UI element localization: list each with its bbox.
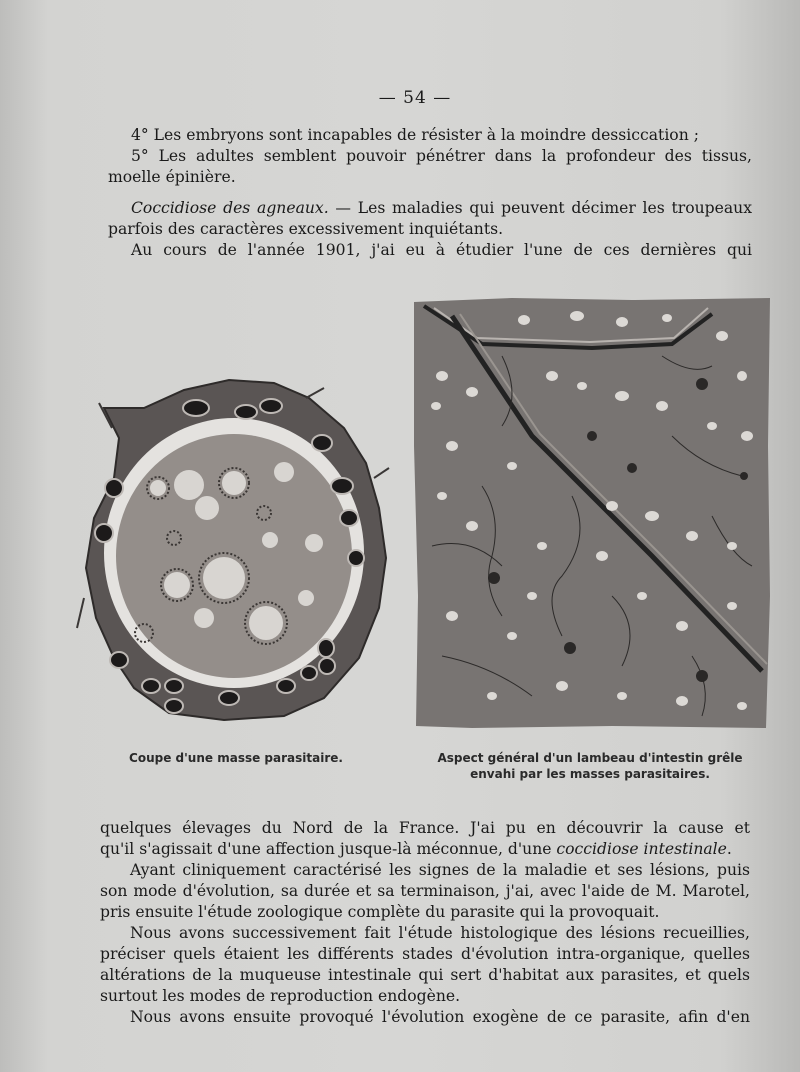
figure-cross-section — [74, 368, 394, 728]
body-line-1: quelques élevages du Nord de la France. J'ai pu en découvrir la cause et — [100, 819, 750, 837]
top-text — [108, 125, 752, 261]
page-number: — 54 — — [378, 88, 452, 108]
cross-section-illustration — [74, 368, 394, 728]
right-caption-line2: envahi par les masses parasitaires. — [470, 767, 710, 781]
body-line-4: son mode d'évolution, sa durée et sa terminaison, j'ai, avec l'aide de M. Marotel, — [100, 882, 750, 900]
list-item-4: 4° Les embryons sont incapables de résister à la moindre dessiccation ; — [131, 126, 699, 144]
list-item-5-line2: moelle épinière. — [108, 168, 236, 186]
body-line-7: préciser quels étaient les différents stades d'évolution intra-organique, quelles — [100, 945, 750, 963]
body-line-2 — [100, 839, 750, 860]
section-line2: parfois des caractères excessivement inquiétants. — [108, 220, 504, 238]
list-item-5-line1: 5° Les adultes semblent pouvoir pénétrer dans la profondeur des tissus, — [131, 147, 752, 165]
section-line1-rest: — Les maladies qui peuvent décimer les troupeaux — [335, 199, 752, 217]
body-line-8: altérations de la muqueuse intestinale qui sert d'habitat aux parasites, et quels — [100, 966, 750, 984]
bottom-text — [100, 818, 750, 1028]
year-line: Au cours de l'année 1901, j'ai eu à étudier l'une de ces dernières qui — [131, 241, 752, 259]
figure-intestine — [412, 296, 772, 730]
right-figure-caption — [420, 750, 760, 782]
body-line-3: Ayant cliniquement caractérisé les signes de la maladie et ses lésions, puis — [130, 861, 750, 879]
body-line-10: Nous avons ensuite provoqué l'évolution exogène de ce parasite, afin d'en — [130, 1008, 750, 1026]
body-line-2-end: . — [726, 840, 732, 858]
right-caption-line1: Aspect général d'un lambeau d'intestin grêle — [437, 751, 743, 765]
body-line-6: Nous avons successivement fait l'étude histologique des lésions recueillies, — [130, 924, 750, 942]
body-line-2-italic: coccidiose intestinale — [556, 840, 727, 858]
section-title: Coccidiose des agneaux. — [131, 199, 329, 217]
body-line-5: pris ensuite l'étude zoologique complète du parasite qui la provoquait. — [100, 903, 660, 921]
intestine-illustration — [412, 296, 772, 730]
body-line-2-start: qu'il s'agissait d'une affection jusque-là méconnue, d'une — [100, 840, 557, 858]
section-line1 — [108, 198, 752, 219]
body-line-9: surtout les modes de reproduction endogène. — [100, 987, 461, 1005]
left-figure-caption: Coupe d'une masse parasitaire. — [129, 751, 343, 765]
